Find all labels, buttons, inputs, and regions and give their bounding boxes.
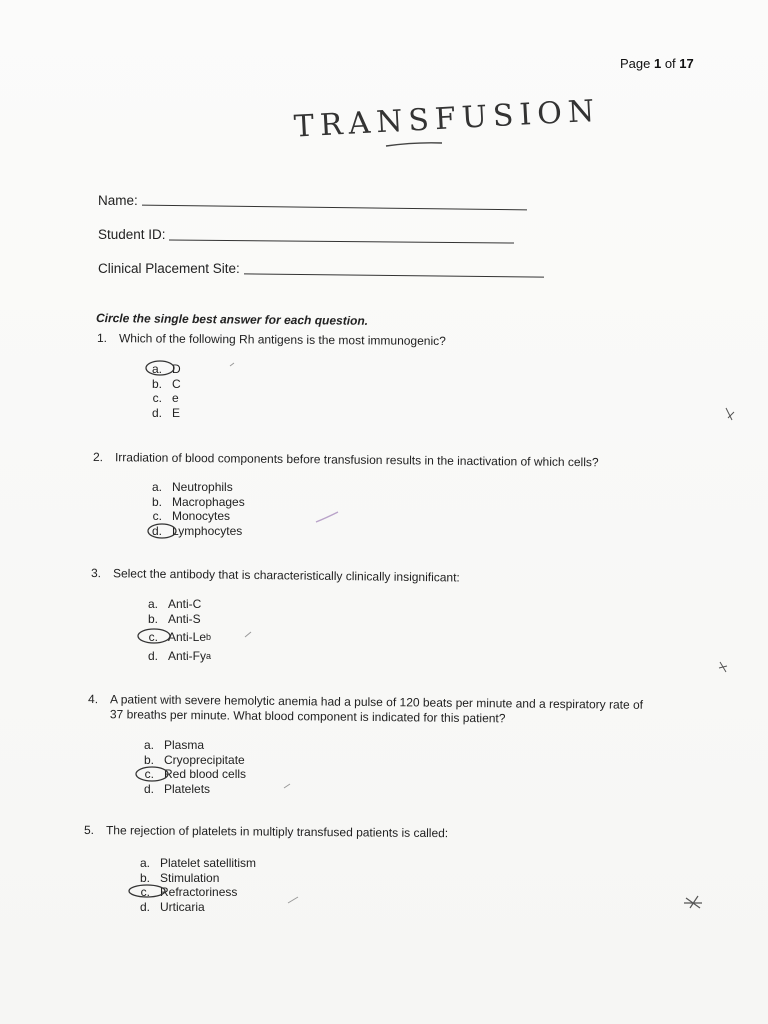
placement-label: Clinical Placement Site: — [98, 261, 240, 276]
option-4a[interactable]: a. Plasma — [143, 738, 205, 752]
name-label: Name: — [98, 193, 138, 208]
check-mark-4 — [284, 784, 290, 788]
option-2a[interactable]: a. Neutrophils — [151, 480, 233, 494]
option-1c[interactable]: c. e — [152, 391, 179, 406]
question-1-options — [140, 362, 181, 420]
option-2c[interactable]: c. Monocytes — [152, 509, 231, 524]
margin-mark-3 — [684, 896, 702, 908]
option-1d[interactable]: d. E — [151, 405, 181, 420]
placement-line — [244, 273, 544, 277]
question-5-options — [128, 856, 256, 914]
check-mark-2 — [316, 512, 338, 522]
option-3b[interactable]: b. Anti-S — [147, 611, 201, 626]
handwritten-title-ink — [290, 88, 601, 158]
question-3-options — [136, 597, 211, 663]
option-5a[interactable]: a. Platelet satellitism — [139, 856, 257, 870]
option-5c[interactable]: c. Refractoriness — [140, 885, 238, 900]
student-id-line — [169, 239, 514, 243]
margin-mark-2 — [719, 662, 727, 672]
title-text: TRANSFUSION — [293, 93, 601, 145]
page-number: Page 1 of 17 — [620, 56, 694, 71]
option-3d[interactable]: d. Anti-Fy a — [147, 648, 212, 663]
option-5b[interactable]: b. Stimulation — [139, 870, 220, 885]
option-1a[interactable]: a. D — [151, 362, 181, 376]
question-4-options — [132, 738, 246, 796]
name-line — [142, 205, 527, 211]
instructions: Circle the single best answer for each question. — [95, 311, 369, 328]
question-2-options — [140, 480, 245, 538]
handwritten-title — [290, 88, 601, 158]
question-5: 5. The rejection of platelets in multiply transfused patients is called: — [83, 823, 449, 841]
margin-mark-1 — [726, 408, 734, 420]
name-field — [98, 193, 527, 208]
check-mark-1 — [230, 363, 234, 366]
question-3: 3. Select the antibody that is characteristically clinically insignificant: — [90, 566, 460, 585]
option-3c[interactable]: c. Anti-Le b — [148, 630, 212, 645]
check-mark-5 — [288, 897, 298, 903]
option-1b[interactable]: b. C — [151, 376, 181, 391]
option-4d[interactable]: d. Platelets — [143, 781, 211, 796]
option-3a[interactable]: a. Anti-C — [147, 597, 202, 611]
option-4b[interactable]: b. Cryoprecipitate — [143, 752, 245, 767]
option-2b[interactable]: b. Macrophages — [151, 494, 245, 509]
question-4: 4. A patient with severe hemolytic anemia had a pulse of 120 beats per minute and a respiratory rate of 37 breaths per minute. What blood component is indicated for this patient? — [88, 692, 644, 726]
option-5d[interactable]: d. Urticaria — [139, 899, 205, 914]
student-id-label: Student ID: — [98, 227, 166, 242]
option-4c[interactable]: c. Red blood cells — [144, 767, 247, 782]
check-mark-3 — [245, 632, 251, 637]
student-id-field — [98, 227, 514, 242]
question-1: 1. Which of the following Rh antigens is the most immunogenic? — [96, 331, 446, 349]
question-2: 2. Irradiation of blood components before transfusion results in the inactivation of which cells? — [92, 450, 599, 470]
option-2d[interactable]: d. Lymphocytes — [151, 523, 243, 538]
placement-field — [98, 261, 544, 276]
